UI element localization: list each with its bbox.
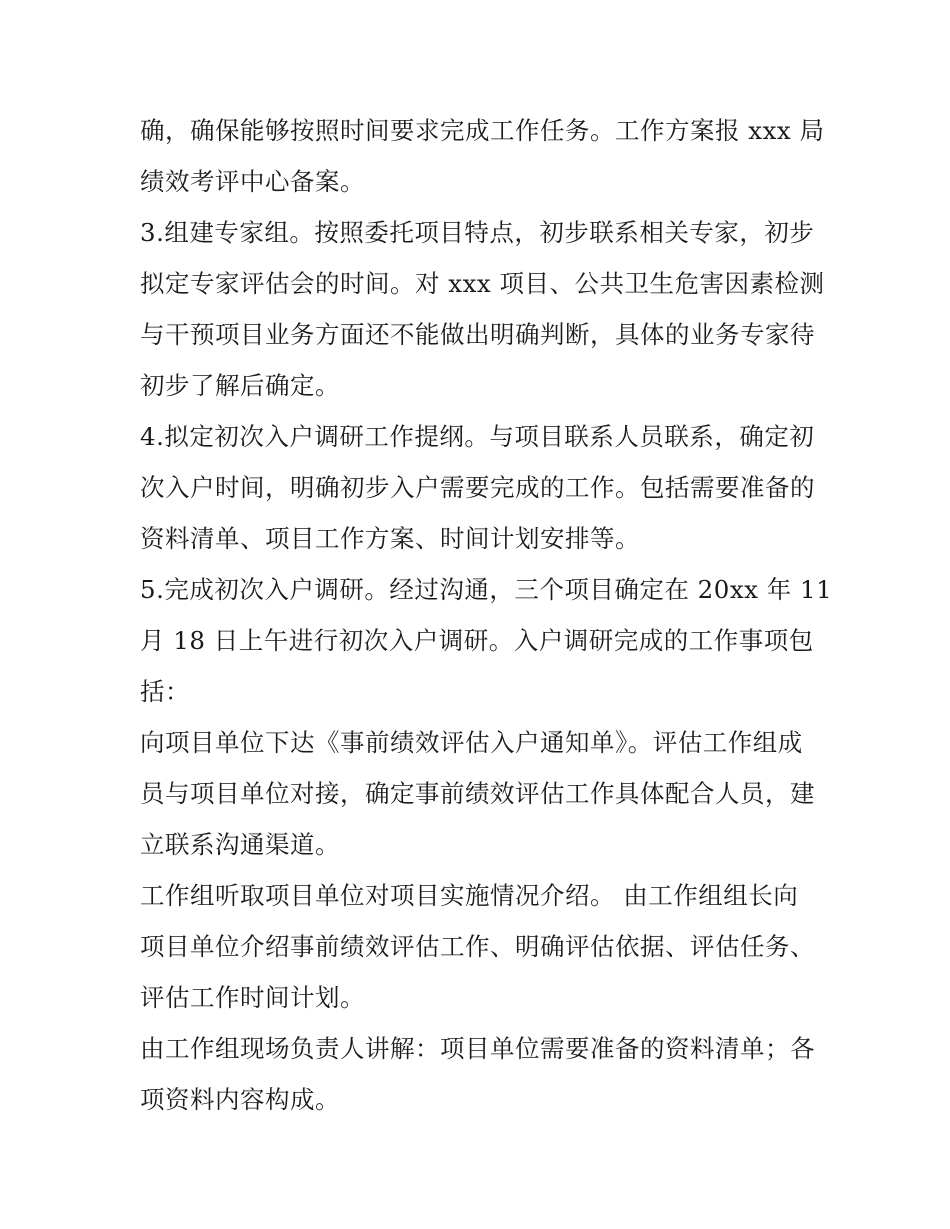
text-line: 5.完成初次入户调研。经过沟通，三个项目确定在 20xx 年 11 bbox=[140, 575, 833, 604]
text-line: 月 18 日上午进行初次入户调研。入户调研完成的工作事项包 bbox=[140, 626, 814, 655]
text-line: 立联系沟通渠道。 bbox=[140, 830, 340, 859]
text-line: 3.组建专家组。按照委托项目特点，初步联系相关专家，初步 bbox=[140, 218, 815, 247]
text-line: 向项目单位下达《事前绩效评估入户通知单》。评估工作组成 bbox=[140, 728, 803, 757]
document-body bbox=[140, 105, 833, 1125]
text-line: 由工作组现场负责人讲解：项目单位需要准备的资料清单；各 bbox=[140, 1034, 815, 1063]
text-line: 项目单位介绍事前绩效评估工作、明确评估依据、评估任务、 bbox=[140, 932, 815, 961]
text-line: 拟定专家评估会的时间。对 xxx 项目、公共卫生危害因素检测 bbox=[140, 269, 825, 298]
text-line: 项资料内容构成。 bbox=[140, 1085, 340, 1114]
text-line: 绩效考评中心备案。 bbox=[140, 167, 365, 196]
text-line: 资料清单、项目工作方案、时间计划安排等。 bbox=[140, 524, 640, 553]
text-line: 4.拟定初次入户调研工作提纲。与项目联系人员联系，确定初 bbox=[140, 422, 815, 451]
text-line: 确，确保能够按照时间要求完成工作任务。工作方案报 xxx 局 bbox=[140, 116, 825, 145]
text-line: 员与项目单位对接，确定事前绩效评估工作具体配合人员，建 bbox=[140, 779, 815, 808]
text-line: 与干预项目业务方面还不能做出明确判断，具体的业务专家待 bbox=[140, 320, 815, 349]
text-line: 评估工作时间计划。 bbox=[140, 983, 365, 1012]
text-line: 初步了解后确定。 bbox=[140, 371, 340, 400]
text-line: 次入户时间，明确初步入户需要完成的工作。包括需要准备的 bbox=[140, 473, 815, 502]
text-line: 工作组听取项目单位对项目实施情况介绍。 由工作组组长向 bbox=[140, 881, 799, 910]
text-line: 括： bbox=[140, 677, 190, 706]
